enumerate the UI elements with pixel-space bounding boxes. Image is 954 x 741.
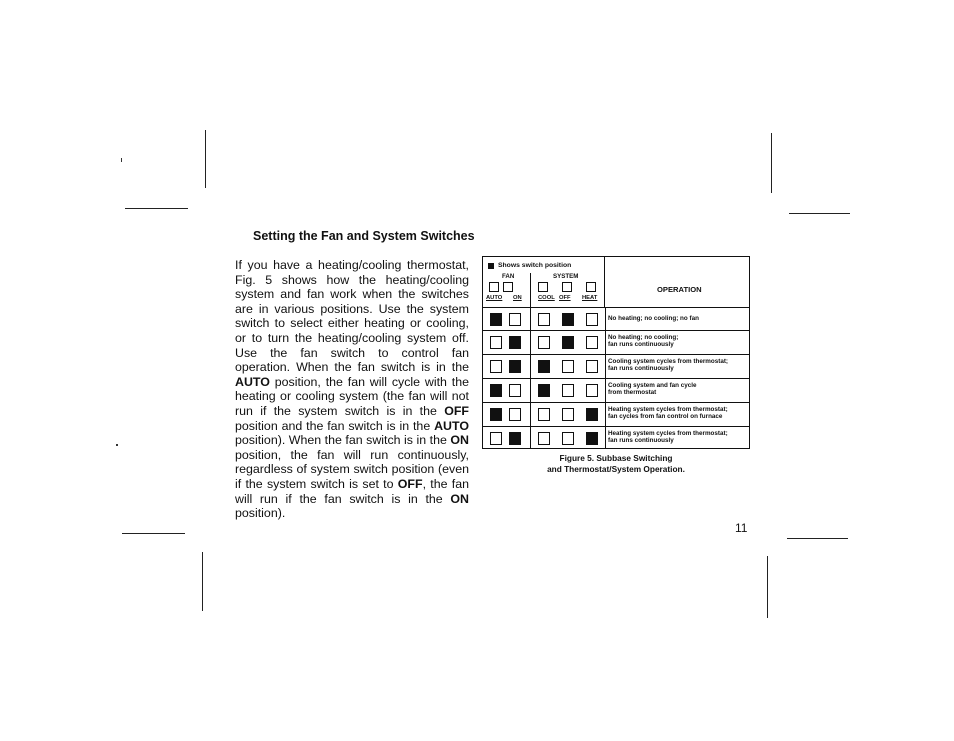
system-switch (586, 313, 598, 326)
fan-switch-selected (490, 313, 502, 326)
header-switch-square (586, 282, 596, 292)
fan-label: FAN (502, 273, 515, 280)
fan-switch (490, 432, 502, 445)
system-switch (538, 408, 550, 421)
system-switch (586, 384, 598, 397)
crop-mark (771, 133, 772, 193)
system-switch (538, 313, 550, 326)
crop-mark (787, 538, 848, 539)
system-switch-selected (562, 336, 574, 349)
page-number: 11 (735, 521, 748, 535)
emphasis-text: ON (450, 433, 469, 448)
system-switch (562, 360, 574, 373)
pos-cool: COOL (538, 295, 555, 301)
fan-switch (509, 384, 521, 397)
emphasis-text: AUTO (434, 418, 469, 433)
operation-header: OPERATION (657, 285, 702, 294)
crop-mark (202, 552, 203, 611)
body-text: position, the fan will cycle with the heating or cooling system (the fan will not run if the system switch is in the (235, 374, 469, 418)
header-switch-square (562, 282, 572, 292)
fan-switch-selected (490, 408, 502, 421)
body-paragraph (235, 258, 469, 521)
operation-line: fan runs continuously (608, 365, 674, 373)
fan-switch-selected (490, 384, 502, 397)
operation-text (608, 430, 748, 444)
crop-mark (125, 208, 188, 209)
header-switch-square (503, 282, 513, 292)
pos-off: OFF (559, 295, 571, 301)
crop-mark (767, 556, 768, 618)
section-title: Setting the Fan and System Switches (253, 229, 475, 243)
system-switch (538, 432, 550, 445)
legend (488, 262, 571, 269)
system-switch (562, 432, 574, 445)
operation-text (608, 406, 748, 420)
system-switch (586, 360, 598, 373)
operation-line: fan runs continuously (608, 341, 674, 349)
table-row (483, 330, 749, 354)
pos-on: ON (513, 295, 522, 301)
system-switch (538, 336, 550, 349)
table-row (483, 402, 749, 426)
switch-figure (482, 256, 750, 449)
operation-line: Cooling system cycles from thermostat; (608, 358, 729, 365)
body-text: , the fan will run if the fan switch is in the (235, 476, 469, 506)
system-switch (562, 408, 574, 421)
system-switch (562, 384, 574, 397)
operation-text (608, 382, 748, 396)
caption-line: and Thermostat/System Operation. (547, 463, 685, 474)
table-row (483, 307, 749, 331)
body-text: position, the fan will run continuously, regardless of system switch position (even if the system switch is set to (235, 447, 469, 491)
system-switch-selected (538, 360, 550, 373)
operation-line: from thermostat (608, 389, 657, 397)
table-row (483, 378, 749, 402)
fan-switch-selected (509, 432, 521, 445)
fan-switch (490, 360, 502, 373)
switch-header (483, 257, 605, 307)
header-switch-square (538, 282, 548, 292)
pos-heat: HEAT (582, 295, 598, 301)
crop-mark (205, 130, 206, 188)
system-switch-selected (586, 432, 598, 445)
pos-auto: AUTO (486, 295, 503, 301)
body-text: position and the fan switch is in the (235, 418, 435, 433)
emphasis-text: OFF (444, 403, 469, 418)
crop-mark (122, 533, 185, 534)
table-row (483, 354, 749, 378)
system-switch-selected (562, 313, 574, 326)
operation-line: Heating system cycles from thermostat; (608, 430, 728, 437)
speck (121, 158, 122, 162)
system-label: SYSTEM (553, 273, 579, 280)
fan-switch-selected (509, 336, 521, 349)
operation-text (608, 358, 748, 372)
operation-line: No heating; no cooling; no fan (608, 315, 699, 322)
speck (116, 444, 118, 446)
fan-switch (490, 336, 502, 349)
fan-switch-selected (509, 360, 521, 373)
fan-switch (509, 408, 521, 421)
crop-mark (789, 213, 850, 214)
emphasis-text: OFF (397, 476, 423, 491)
fan-switch (509, 313, 521, 326)
system-switch-selected (586, 408, 598, 421)
system-switch-selected (538, 384, 550, 397)
emphasis-text: ON (450, 491, 469, 506)
operation-text (608, 334, 748, 348)
legend-text: Shows switch position (498, 262, 572, 269)
operation-line: Cooling system and fan cycle (608, 382, 697, 389)
operation-line: fan runs continuously (608, 437, 674, 445)
body-text: position). When the fan switch is in the (235, 433, 451, 448)
body-text: If you have a heating/cooling thermostat, Fig. 5 shows how the heating/cooling system and fan work when the switches are in various positions. Use the system switch to select either heating or cooling, or to turn the heating/cooling system off. Use the fan switch to control fan operation. When the fan switch is in the (235, 258, 469, 375)
operation-line: fan cycles from fan control on furnace (608, 413, 723, 421)
body-text: position). (235, 506, 286, 521)
operation-text (608, 315, 748, 322)
header-switch-square (489, 282, 499, 292)
caption-line: Figure 5. Subbase Switching (559, 453, 673, 463)
operation-line: No heating; no cooling; (608, 334, 679, 341)
system-switch (586, 336, 598, 349)
table-row (483, 426, 749, 450)
emphasis-text: AUTO (235, 374, 270, 389)
filled-square-icon (488, 263, 494, 269)
operation-line: Heating system cycles from thermostat; (608, 406, 728, 413)
figure-caption (482, 453, 750, 474)
